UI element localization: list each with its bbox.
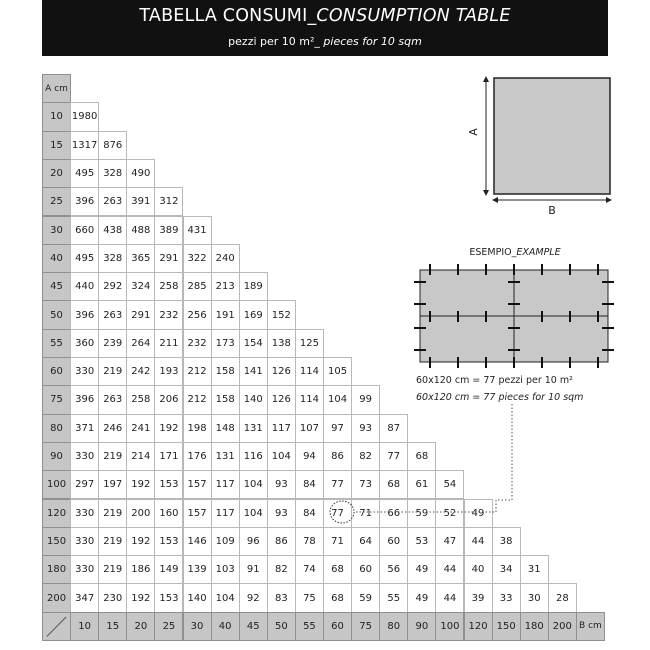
dimension-b-label: B [548,204,556,217]
example-tile-layout-diagram [408,262,618,370]
table-cell: 193 [154,357,183,386]
column-header-cell: 180 [520,612,549,641]
table-cell: 330 [70,555,99,584]
row-header-cell: 150 [42,527,71,556]
table-cell: 71 [323,527,352,556]
table-cell: 322 [183,244,212,273]
table-cell: 139 [183,555,212,584]
table-cell: 186 [126,555,155,584]
row-header-cell: 180 [42,555,71,584]
table-cell: 86 [323,442,352,471]
table-cell: 71 [351,499,380,528]
table-cell: 104 [239,499,268,528]
table-cell: 77 [379,442,408,471]
dimension-a-label: A [467,128,480,136]
column-axis-label: B cm [576,612,605,641]
table-cell: 264 [126,329,155,358]
table-cell: 396 [70,385,99,414]
table-cell: 93 [267,499,296,528]
table-cell: 240 [211,244,240,273]
arrow-a-bottom-icon [483,190,489,196]
table-cell: 219 [98,442,127,471]
table-cell: 330 [70,499,99,528]
table-cell: 55 [379,583,408,612]
table-cell: 230 [98,583,127,612]
table-cell: 78 [295,527,324,556]
table-cell: 39 [464,583,493,612]
table-cell: 173 [211,329,240,358]
example-label [415,247,615,258]
table-cell: 154 [239,329,268,358]
tile-dimension-diagram [462,66,622,226]
table-cell: 40 [464,555,493,584]
column-header-cell: 60 [323,612,352,641]
table-cell: 360 [70,329,99,358]
table-cell: 176 [183,442,212,471]
table-cell: 365 [126,244,155,273]
table-cell: 189 [239,272,268,301]
table-cell: 291 [126,300,155,329]
column-header-cell: 75 [351,612,380,641]
row-header-cell: 75 [42,385,71,414]
example-text-italian: 60x120 cm = 77 pezzi per 10 m² [416,375,573,386]
table-cell: 396 [70,187,99,216]
table-cell: 440 [70,272,99,301]
table-cell: 212 [183,357,212,386]
table-cell: 99 [351,385,380,414]
table-cell: 117 [267,414,296,443]
column-header-cell: 15 [98,612,127,641]
row-header-cell: 50 [42,300,71,329]
table-cell: 28 [548,583,577,612]
table-cell: 292 [98,272,127,301]
table-cell: 97 [323,414,352,443]
table-cell: 44 [435,555,464,584]
table-cell: 239 [98,329,127,358]
table-cell: 44 [464,527,493,556]
row-header-cell: 30 [42,216,71,245]
column-header-cell: 30 [183,612,212,641]
table-cell: 59 [407,499,436,528]
column-header-cell: 200 [548,612,577,641]
table-cell: 330 [70,442,99,471]
table-cell: 192 [154,414,183,443]
example-label-english: EXAMPLE [516,247,561,258]
table-cell: 495 [70,159,99,188]
table-cell: 68 [323,555,352,584]
table-cell: 66 [379,499,408,528]
arrow-a-top-icon [483,76,489,82]
table-cell: 488 [126,216,155,245]
table-cell: 192 [126,583,155,612]
table-cell: 371 [70,414,99,443]
table-cell: 158 [211,385,240,414]
table-cell: 86 [267,527,296,556]
table-cell: 47 [435,527,464,556]
table-cell: 94 [295,442,324,471]
table-cell: 60 [351,555,380,584]
table-cell: 61 [407,470,436,499]
table-cell: 126 [267,385,296,414]
table-cell: 213 [211,272,240,301]
row-header-cell: 10 [42,102,71,131]
row-header-cell: 200 [42,583,71,612]
table-cell: 87 [379,414,408,443]
table-cell: 82 [267,555,296,584]
table-cell: 104 [211,583,240,612]
column-header-cell: 20 [126,612,155,641]
row-header-cell: 25 [42,187,71,216]
table-cell: 214 [126,442,155,471]
subtitle-english: pieces for 10 sqm [323,35,422,48]
table-cell: 84 [295,499,324,528]
row-header-cell: 120 [42,499,71,528]
table-cell: 153 [154,527,183,556]
table-cell: 191 [211,300,240,329]
column-header-cell: 90 [407,612,436,641]
column-header-cell: 55 [295,612,324,641]
table-cell: 34 [492,555,521,584]
table-cell: 114 [295,385,324,414]
row-header-cell: 60 [42,357,71,386]
arrow-b-right-icon [606,197,612,203]
table-cell: 93 [267,470,296,499]
example-label-italian: ESEMPIO_ [469,247,517,258]
table-cell: 198 [183,414,212,443]
table-cell: 60 [379,527,408,556]
table-cell: 49 [464,499,493,528]
column-header-cell: 120 [464,612,493,641]
table-cell: 158 [211,357,240,386]
table-cell: 389 [154,216,183,245]
column-header-cell: 25 [154,612,183,641]
row-axis-label: A cm [42,74,71,103]
example-text-english: 60x120 cm = 77 pieces for 10 sqm [416,392,584,403]
column-header-cell: 150 [492,612,521,641]
table-cell: 59 [351,583,380,612]
table-cell: 56 [379,555,408,584]
table-cell: 232 [154,300,183,329]
table-cell: 157 [183,499,212,528]
table-cell: 44 [435,583,464,612]
table-cell: 117 [211,499,240,528]
table-cell: 232 [183,329,212,358]
row-header-cell: 100 [42,470,71,499]
table-cell: 396 [70,300,99,329]
row-header-cell: 55 [42,329,71,358]
table-cell: 876 [98,131,127,160]
table-cell: 53 [407,527,436,556]
table-cell: 297 [70,470,99,499]
title-italian: TABELLA CONSUMI_ [139,6,317,26]
column-header-cell: 50 [267,612,296,641]
table-cell: 328 [98,159,127,188]
table-cell: 169 [239,300,268,329]
table-cell: 324 [126,272,155,301]
table-cell: 30 [520,583,549,612]
table-cell: 153 [154,470,183,499]
table-cell: 104 [239,470,268,499]
row-header-cell: 90 [42,442,71,471]
table-cell: 197 [98,470,127,499]
table-cell: 241 [126,414,155,443]
table-cell: 92 [239,583,268,612]
table-cell: 91 [239,555,268,584]
column-header-cell: 45 [239,612,268,641]
table-cell: 140 [183,583,212,612]
table-cell: 54 [435,470,464,499]
table-cell: 126 [267,357,296,386]
table-cell: 1980 [70,102,99,131]
row-header-cell: 15 [42,131,71,160]
example-tile-4 [514,316,608,362]
table-cell: 285 [183,272,212,301]
table-cell: 77 [323,499,352,528]
table-cell: 495 [70,244,99,273]
table-cell: 153 [154,583,183,612]
example-tile-3 [420,316,514,362]
row-header-cell: 80 [42,414,71,443]
table-cell: 219 [98,527,127,556]
example-tile-2 [514,270,608,316]
table-cell: 93 [351,414,380,443]
table-cell: 52 [435,499,464,528]
table-cell: 140 [239,385,268,414]
table-cell: 75 [295,583,324,612]
table-cell: 330 [70,357,99,386]
table-cell: 31 [520,555,549,584]
table-cell: 74 [295,555,324,584]
table-cell: 103 [211,555,240,584]
table-cell: 77 [323,470,352,499]
table-cell: 490 [126,159,155,188]
table-cell: 149 [154,555,183,584]
table-cell: 68 [407,442,436,471]
table-cell: 263 [98,187,127,216]
table-cell: 219 [98,499,127,528]
table-cell: 660 [70,216,99,245]
table-cell: 49 [407,555,436,584]
table-cell: 263 [98,385,127,414]
table-cell: 328 [98,244,127,273]
table-cell: 68 [323,583,352,612]
table-cell: 152 [267,300,296,329]
table-cell: 438 [98,216,127,245]
table-cell: 33 [492,583,521,612]
table-cell: 431 [183,216,212,245]
table-corner-cell [42,612,71,641]
table-cell: 141 [239,357,268,386]
table-cell: 258 [154,272,183,301]
table-cell: 49 [407,583,436,612]
table-cell: 131 [211,442,240,471]
table-cell: 64 [351,527,380,556]
row-header-cell: 40 [42,244,71,273]
table-cell: 160 [154,499,183,528]
table-cell: 83 [267,583,296,612]
table-cell: 192 [126,470,155,499]
table-cell: 107 [295,414,324,443]
table-cell: 347 [70,583,99,612]
row-header-cell: 45 [42,272,71,301]
table-cell: 171 [154,442,183,471]
table-cell: 114 [295,357,324,386]
arrow-b-left-icon [492,197,498,203]
table-cell: 219 [98,555,127,584]
table-cell: 246 [98,414,127,443]
table-cell: 211 [154,329,183,358]
table-cell: 242 [126,357,155,386]
table-cell: 212 [183,385,212,414]
table-cell: 104 [323,385,352,414]
table-cell: 116 [239,442,268,471]
column-header-cell: 10 [70,612,99,641]
table-cell: 138 [267,329,296,358]
table-cell: 96 [239,527,268,556]
table-cell: 256 [183,300,212,329]
table-cell: 125 [295,329,324,358]
table-cell: 73 [351,470,380,499]
diagonal-slash-icon [43,613,70,640]
table-cell: 84 [295,470,324,499]
column-header-cell: 40 [211,612,240,641]
table-cell: 68 [379,470,408,499]
table-cell: 1317 [70,131,99,160]
table-cell: 104 [267,442,296,471]
table-cell: 38 [492,527,521,556]
subtitle-italian: pezzi per 10 m²_ [228,35,324,48]
table-cell: 192 [126,527,155,556]
table-cell: 131 [239,414,268,443]
table-cell: 146 [183,527,212,556]
table-cell: 258 [126,385,155,414]
tile-square [494,78,610,194]
table-cell: 109 [211,527,240,556]
table-cell: 291 [154,244,183,273]
row-header-cell: 20 [42,159,71,188]
table-cell: 157 [183,470,212,499]
table-cell: 391 [126,187,155,216]
title-english: CONSUMPTION TABLE [316,6,511,26]
table-cell: 200 [126,499,155,528]
table-cell: 206 [154,385,183,414]
column-header-cell: 100 [435,612,464,641]
table-cell: 148 [211,414,240,443]
table-cell: 82 [351,442,380,471]
column-header-cell: 80 [379,612,408,641]
table-cell: 330 [70,527,99,556]
table-cell: 312 [154,187,183,216]
table-cell: 219 [98,357,127,386]
table-cell: 117 [211,470,240,499]
table-cell: 263 [98,300,127,329]
example-tile-1 [420,270,514,316]
table-cell: 105 [323,357,352,386]
